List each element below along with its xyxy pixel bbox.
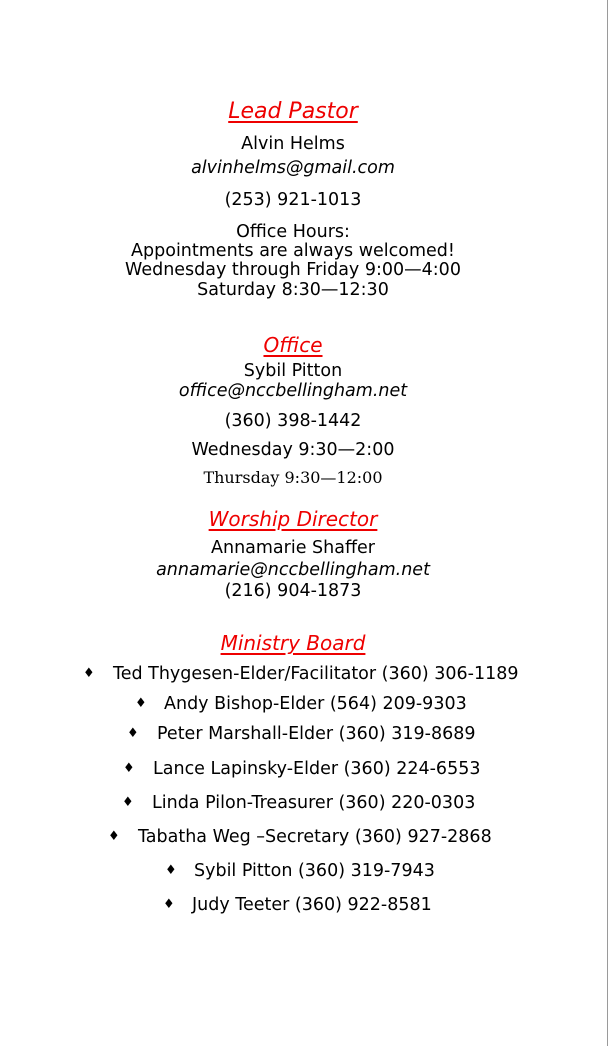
diamond-bullet-icon: ♦ (108, 829, 120, 844)
worship-director-heading: Worship Director (208, 507, 378, 531)
office-hours-label: Office Hours: (236, 222, 350, 242)
board-member-text: Ted Thygesen-Elder/Facilitator (360) 306-1189 (113, 664, 519, 684)
board-member-text: Peter Marshall-Elder (360) 319-8689 (157, 724, 476, 744)
worship-director-phone: (216) 904-1873 (224, 581, 362, 601)
diamond-bullet-icon: ♦ (163, 897, 175, 912)
saturday-hours: Saturday 8:30—12:30 (197, 280, 389, 300)
worship-director-email[interactable]: annamarie@nccbellingham.net (156, 560, 430, 580)
board-member-text: Linda Pilon-Treasurer (360) 220-0303 (152, 793, 476, 813)
diamond-bullet-icon: ♦ (123, 761, 135, 776)
lead-pastor-email[interactable]: alvinhelms@gmail.com (191, 158, 395, 178)
board-member-text: Andy Bishop-Elder (564) 209-9303 (164, 694, 467, 714)
board-member-text: Tabatha Weg –Secretary (360) 927-2868 (138, 827, 492, 847)
diamond-bullet-icon: ♦ (127, 726, 139, 741)
office-email[interactable]: office@nccbellingham.net (178, 381, 408, 401)
office-wednesday-hours: Wednesday 9:30—2:00 (191, 440, 395, 460)
diamond-bullet-icon: ♦ (83, 666, 95, 681)
lead-pastor-name: Alvin Helms (241, 134, 345, 154)
diamond-bullet-icon: ♦ (135, 696, 147, 711)
weekday-hours: Wednesday through Friday 9:00—4:00 (125, 260, 461, 280)
office-thursday-hours: Thursday 9:30—12:00 (203, 468, 383, 487)
ministry-board-heading: Ministry Board (220, 631, 366, 655)
office-phone: (360) 398-1442 (224, 411, 362, 431)
diamond-bullet-icon: ♦ (165, 863, 177, 878)
board-member-text: Judy Teeter (360) 922-8581 (192, 895, 432, 915)
diamond-bullet-icon: ♦ (122, 795, 134, 810)
appointments-note: Appointments are always welcomed! (131, 241, 455, 261)
board-member-text: Sybil Pitton (360) 319-7943 (194, 861, 435, 881)
lead-pastor-heading: Lead Pastor (228, 99, 358, 124)
board-member-text: Lance Lapinsky-Elder (360) 224-6553 (153, 759, 481, 779)
office-heading: Office (263, 333, 323, 357)
lead-pastor-phone: (253) 921-1013 (224, 190, 362, 210)
worship-director-name: Annamarie Shaffer (211, 538, 375, 558)
office-name: Sybil Pitton (243, 361, 343, 381)
